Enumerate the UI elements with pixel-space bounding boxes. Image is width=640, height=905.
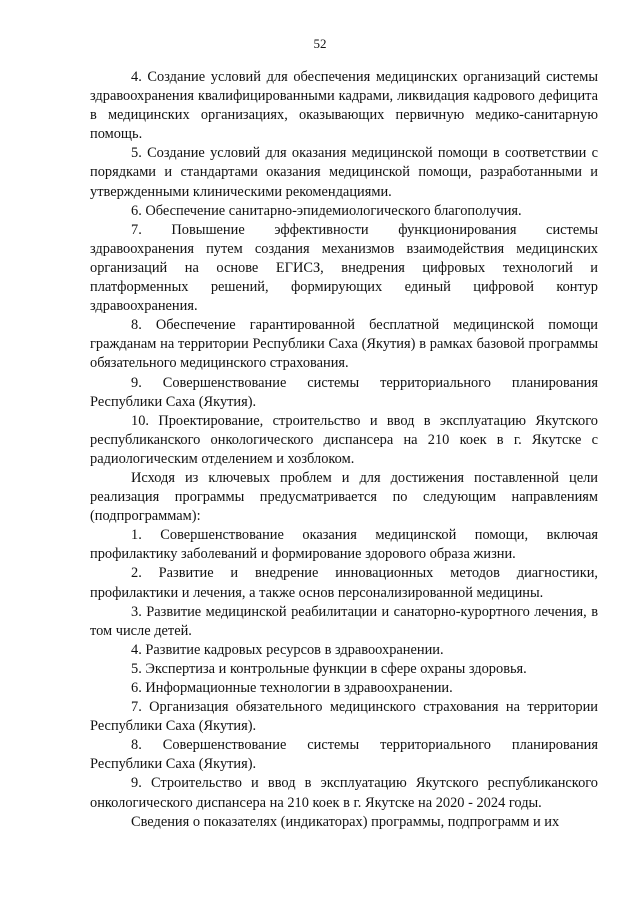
paragraph: 7. Повышение эффективности функционирования системы здравоохранения путем создания механизмов взаимодействия медицинских организаций на основе ЕГИСЗ, внедрения цифровых технологий и платформенных решений, формирующих единый цифровой контур здравоохранения. xyxy=(90,221,598,315)
page-number: 52 xyxy=(313,36,327,51)
list-item: 9. Строительство и ввод в эксплуатацию Якутского республиканского онкологического диспансера на 210 коек в г. Якутске на 2020 - 2024 годы. xyxy=(90,775,598,811)
body-text xyxy=(90,68,598,832)
paragraph: 10. Проектирование, строительство и ввод в эксплуатацию Якутского республиканского онкологического диспансера на 210 коек в г. Якутске с радиологическим отделением и хозблоком. xyxy=(90,412,598,467)
list-item: 8. Совершенствование системы территориального планирования Республики Саха (Якутия). xyxy=(90,737,598,773)
list-item: 4. Развитие кадровых ресурсов в здравоохранении. xyxy=(131,641,444,658)
paragraph: Сведения о показателях (индикаторах) программы, подпрограмм и их xyxy=(131,813,560,830)
list-item: 6. Информационные технологии в здравоохранении. xyxy=(131,680,453,696)
list-item: 2. Развитие и внедрение инновационных методов диагностики, профилактики и лечения, а также основ персонализированной медицины. xyxy=(90,565,598,601)
paragraph: Исходя из ключевых проблем и для достижения поставленной цели реализация программы предусматривается по следующим направлениям (подпрограммам): xyxy=(90,469,598,525)
list-item: 5. Экспертиза и контрольные функции в сфере охраны здоровья. xyxy=(131,660,527,677)
paragraph: 5. Создание условий для оказания медицинской помощи в соответствии с порядками и стандартами оказания медицинской помощи, разработанными и утвержденными клиническими рекомендациями. xyxy=(90,145,598,200)
list-item: 1. Совершенствование оказания медицинской помощи, включая профилактику заболеваний и формирование здорового образа жизни. xyxy=(90,527,598,563)
list-item: 3. Развитие медицинской реабилитации и санаторно-курортного лечения, в том числе детей. xyxy=(90,603,598,639)
paragraph: 9. Совершенствование системы территориального планирования Республики Саха (Якутия). xyxy=(90,374,598,410)
paragraph: 4. Создание условий для обеспечения медицинских организаций системы здравоохранения квалифицированными кадрами, ликвидация кадрового дефицита в медицинских организациях, оказывающих первичную медико-санитарную помощь. xyxy=(90,69,598,143)
paragraph: 6. Обеспечение санитарно-эпидемиологического благополучия. xyxy=(131,202,522,219)
paragraph: 8. Обеспечение гарантированной бесплатной медицинской помощи гражданам на территории Республики Саха (Якутия) в рамках базовой программы обязательного медицинского страхования. xyxy=(90,317,598,372)
list-item: 7. Организация обязательного медицинского страхования на территории Республики Саха (Якутия). xyxy=(90,699,598,735)
